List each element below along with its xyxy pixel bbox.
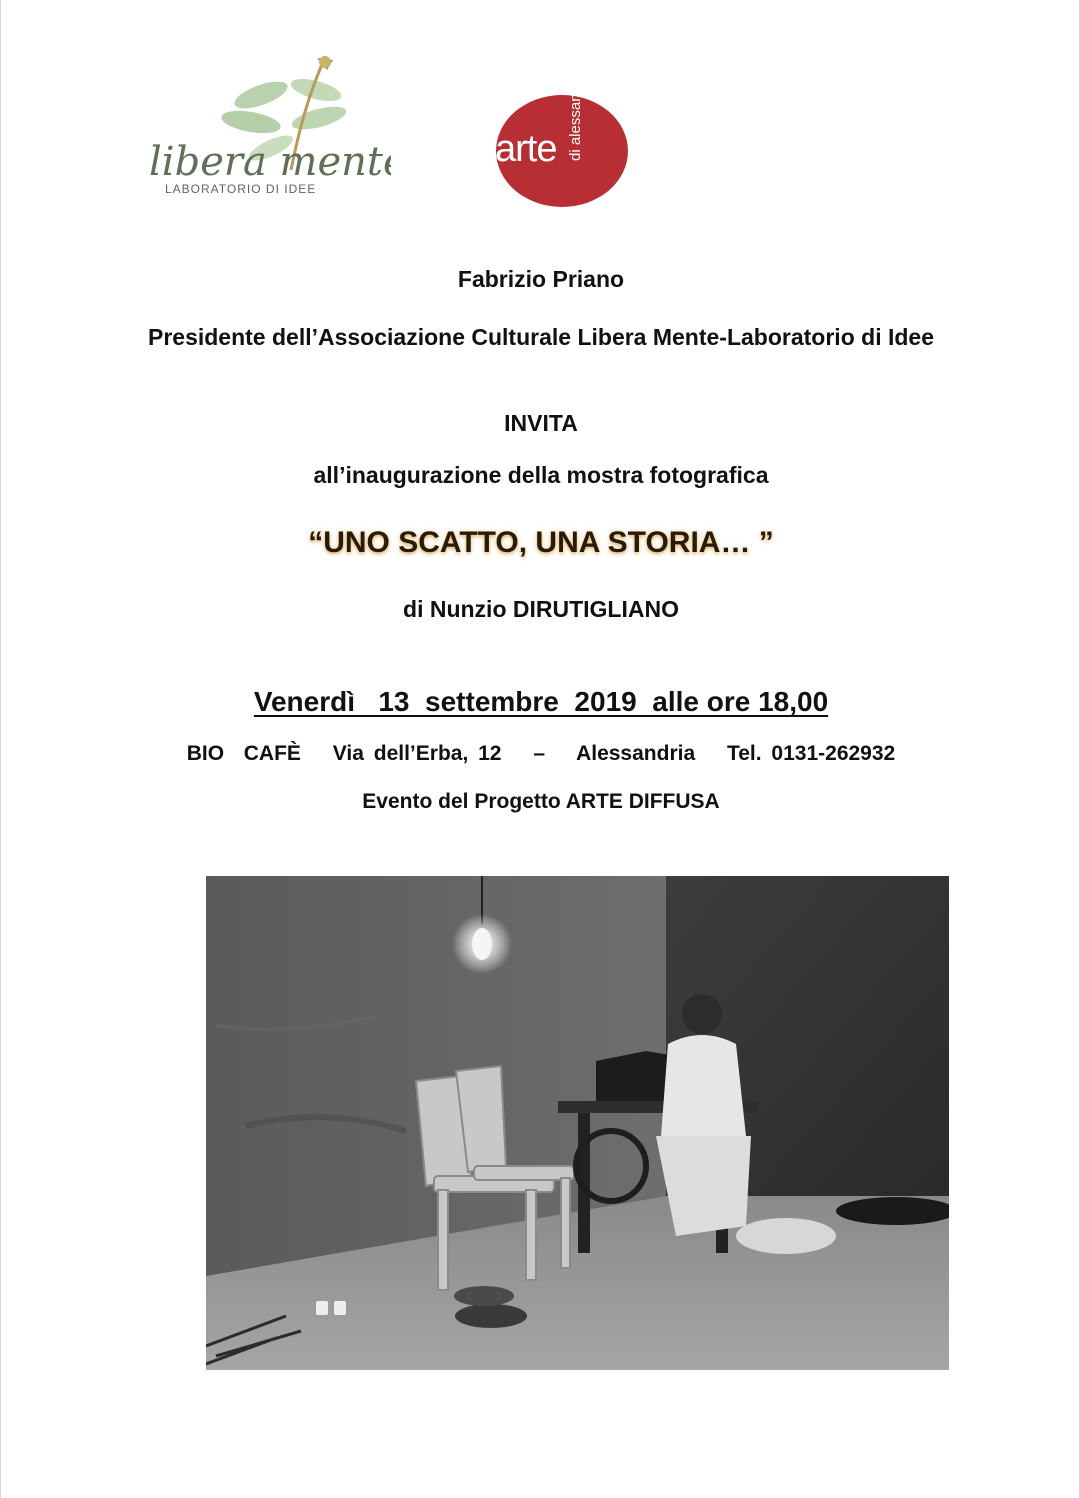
arte-vertical-text	[567, 160, 584, 161]
venue-separator: –	[533, 742, 546, 765]
date-time: Venerdì 13 settembre 2019 alle ore 18,00	[253, 686, 829, 717]
venue-phone: Tel. 0131-262932	[726, 742, 896, 765]
liberamente-subtitle: LABORATORIO DI IDEE	[165, 182, 317, 196]
venue-address: Via dell’Erba, 12	[332, 742, 502, 765]
exhibition-title: “UNO SCATTO, UNA STORIA… ”	[308, 526, 774, 559]
venue-city: Alessandria	[576, 742, 696, 765]
venue-name: BIO CAFÈ	[186, 742, 301, 765]
exhibition-title-row	[1, 526, 1080, 560]
host-name: Fabrizio Priano	[457, 266, 625, 292]
date-line-row	[1, 686, 1080, 718]
project-line: Evento del Progetto ARTE DIFFUSA	[362, 790, 720, 813]
exhibition-photo	[206, 876, 949, 1370]
liberamente-script: libera mente	[149, 139, 391, 185]
invita-heading: INVITA	[504, 410, 578, 436]
arte-alessandria-logo	[495, 94, 629, 208]
venue-line	[1, 742, 1080, 766]
author-line: di Nunzio DIRUTIGLIANO	[403, 596, 679, 622]
arte-word: arte	[495, 128, 557, 170]
host-role: Presidente dell’Associazione Culturale Libera Mente-Laboratorio di Idee	[147, 324, 934, 350]
liberamente-logo	[141, 50, 391, 210]
intro-text: all’inaugurazione della mostra fotografica	[313, 462, 769, 488]
